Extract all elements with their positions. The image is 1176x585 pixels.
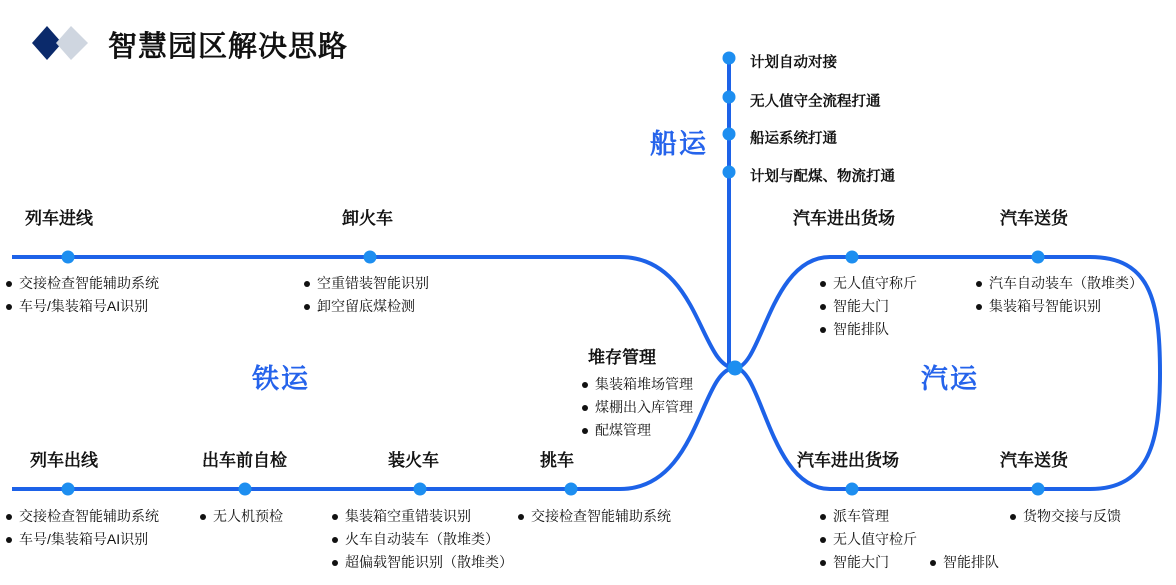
node-dot-train-out[interactable]	[62, 483, 75, 496]
node-bullets-truck-delivery-bottom	[1010, 505, 1121, 528]
bullet-dot	[304, 281, 310, 287]
bullet-text: 货物交接与反馈	[1023, 508, 1121, 524]
node-title-train-in: 列车进线	[25, 209, 93, 228]
node-bullets-truck-inout-bottom-extra	[930, 551, 999, 574]
bullet-text: 车号/集装箱号AI识别	[19, 531, 149, 547]
node-bullets-truck-inout-bottom	[820, 505, 917, 574]
bullet-dot	[820, 327, 826, 333]
node-bullets-pre-check	[200, 505, 283, 528]
node-bullets-unload-train	[304, 272, 429, 318]
node-title-pre-check: 出车前自检	[202, 451, 287, 470]
bullet-dot	[6, 281, 12, 287]
node-dot-truck-delivery-top[interactable]	[1032, 251, 1045, 264]
bullet-dot	[582, 382, 588, 388]
bullet-dot	[820, 560, 826, 566]
diamond-logo-icon	[30, 22, 92, 64]
node-bullets-truck-inout-top	[820, 272, 917, 341]
node-title-stockpile: 堆存管理	[588, 348, 656, 367]
bullet-text: 无人值守检斤	[833, 531, 917, 547]
bullet-dot	[820, 304, 826, 310]
node-dot-truck-delivery-bottom[interactable]	[1032, 483, 1045, 496]
page-title: 智慧园区解决思路	[108, 31, 349, 63]
bullet-dot	[518, 514, 524, 520]
node-title-truck-delivery-bottom: 汽车送货	[1000, 451, 1068, 470]
bullet-dot	[976, 281, 982, 287]
node-title-pick-car: 挑车	[540, 451, 574, 470]
bullet-text: 超偏载智能识别（散堆类）	[345, 554, 513, 570]
node-bullets-train-out	[6, 505, 159, 551]
node-bullets-stockpile	[582, 373, 693, 442]
bullet-dot	[820, 514, 826, 520]
bullet-dot	[332, 514, 338, 520]
node-bullets-truck-delivery-top	[976, 272, 1143, 318]
bullet-text: 智能排队	[943, 554, 999, 570]
bullet-text: 交接检查智能辅助系统	[19, 275, 159, 291]
bullet-text: 智能排队	[833, 321, 889, 337]
ship-node-dot-4[interactable]	[723, 166, 736, 179]
bullet-dot	[582, 428, 588, 434]
bullet-text: 配煤管理	[595, 422, 651, 438]
ship-item-4: 计划与配煤、物流打通	[750, 169, 895, 185]
ship-node-dot-3[interactable]	[723, 128, 736, 141]
node-dot-train-in[interactable]	[62, 251, 75, 264]
section-label-road: 汽运	[921, 364, 979, 394]
bullet-dot	[820, 537, 826, 543]
ship-node-dot-2[interactable]	[723, 91, 736, 104]
bullet-dot	[582, 405, 588, 411]
node-title-train-out: 列车出线	[30, 451, 98, 470]
node-dot-stockpile[interactable]	[728, 361, 743, 376]
bullet-text: 交接检查智能辅助系统	[19, 508, 159, 524]
bullet-text: 火车自动装车（散堆类）	[345, 531, 499, 547]
section-label-ship: 船运	[650, 129, 708, 159]
bullet-text: 汽车自动装车（散堆类）	[989, 275, 1143, 291]
ship-item-2: 无人值守全流程打通	[750, 94, 881, 110]
node-bullets-pick-car	[518, 505, 671, 528]
node-dot-pre-check[interactable]	[239, 483, 252, 496]
bullet-dot	[332, 560, 338, 566]
node-dot-truck-inout-bottom[interactable]	[846, 483, 859, 496]
bullet-dot	[304, 304, 310, 310]
bullet-text: 智能大门	[833, 554, 889, 570]
bullet-text: 卸空留底煤检测	[317, 298, 415, 314]
bullet-dot	[332, 537, 338, 543]
bullet-text: 集装箱空重错装识别	[345, 508, 471, 524]
bullet-dot	[200, 514, 206, 520]
node-dot-load-train[interactable]	[414, 483, 427, 496]
bullet-text: 无人值守称斤	[833, 275, 917, 291]
bullet-text: 空重错装智能识别	[317, 275, 429, 291]
bullet-text: 无人机预检	[213, 508, 283, 524]
bullet-text: 煤棚出入库管理	[595, 399, 693, 415]
bullet-text: 车号/集装箱号AI识别	[19, 298, 149, 314]
node-title-truck-delivery-top: 汽车送货	[1000, 209, 1068, 228]
bullet-dot	[1010, 514, 1016, 520]
bullet-text: 智能大门	[833, 298, 889, 314]
bullet-text: 集装箱号智能识别	[989, 298, 1101, 314]
bullet-dot	[976, 304, 982, 310]
node-bullets-load-train	[332, 505, 513, 574]
bullet-dot	[6, 304, 12, 310]
ship-item-3: 船运系统打通	[750, 131, 837, 147]
node-title-load-train: 装火车	[388, 451, 439, 470]
node-title-unload-train: 卸火车	[342, 209, 393, 228]
ship-item-1: 计划自动对接	[750, 55, 837, 71]
bullet-text: 派车管理	[833, 508, 889, 524]
bullet-dot	[6, 514, 12, 520]
bullet-dot	[6, 537, 12, 543]
node-dot-truck-inout-top[interactable]	[846, 251, 859, 264]
node-dot-pick-car[interactable]	[565, 483, 578, 496]
node-dot-unload-train[interactable]	[364, 251, 377, 264]
ship-node-dot-1[interactable]	[723, 52, 736, 65]
section-label-rail: 铁运	[252, 364, 310, 394]
node-bullets-train-in	[6, 272, 159, 318]
node-title-truck-inout-top: 汽车进出货场	[793, 209, 895, 228]
bullet-text: 集装箱堆场管理	[595, 376, 693, 392]
bullet-text: 交接检查智能辅助系统	[531, 508, 671, 524]
bullet-dot	[820, 281, 826, 287]
node-title-truck-inout-bottom: 汽车进出货场	[797, 451, 899, 470]
bullet-dot	[930, 560, 936, 566]
